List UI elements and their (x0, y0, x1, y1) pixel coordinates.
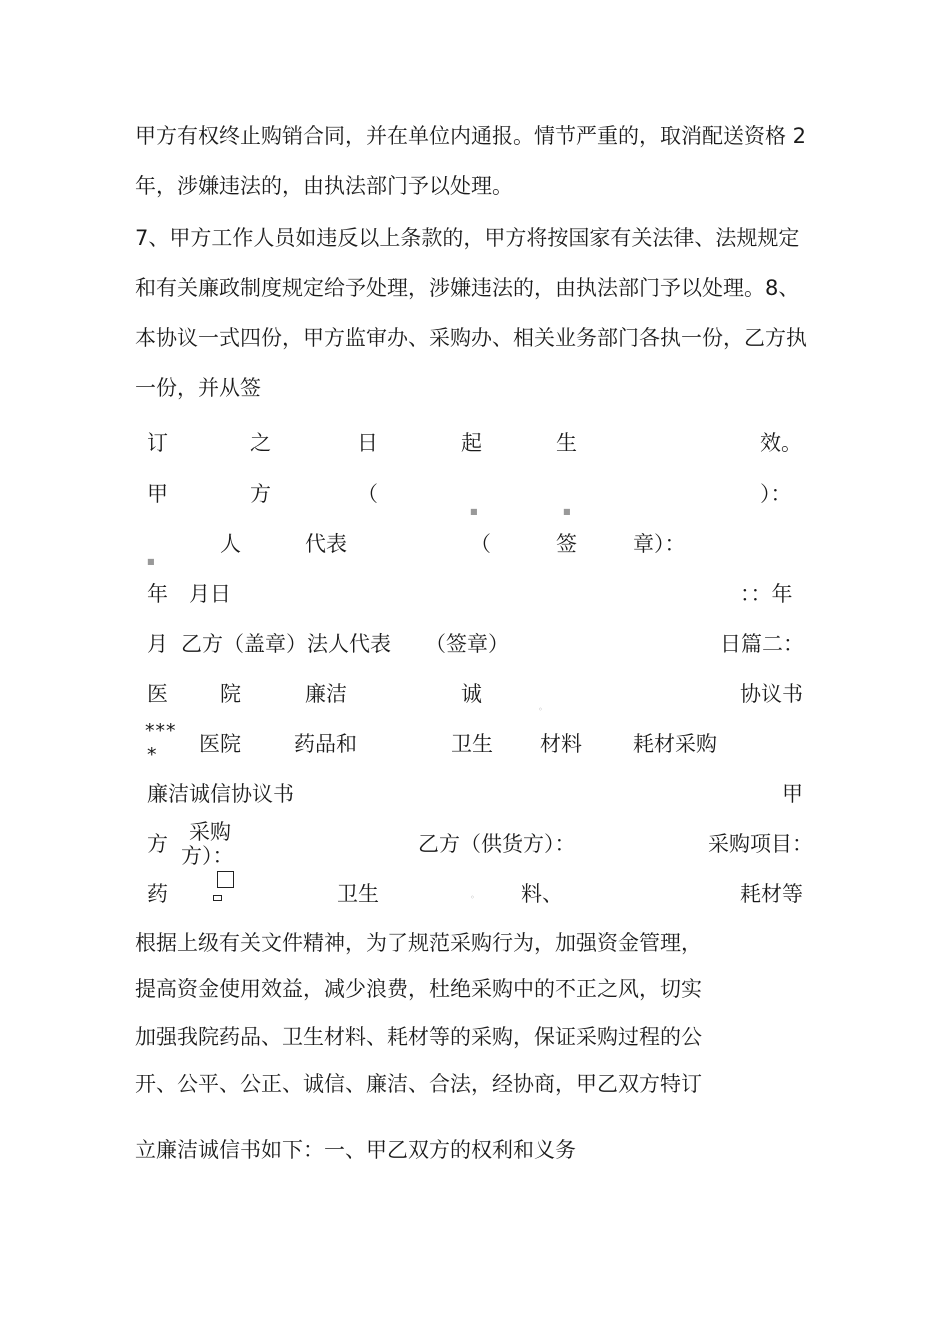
scan-artifact: ■ (470, 507, 478, 516)
intro-line: 根据上级有关文件精神，为了规范采购行为，加强资金管理， (135, 931, 702, 955)
article-label: 日篇二： (720, 632, 804, 656)
body-text-line: 甲方有权终止购销合同，并在单位内通报。情节严重的，取消配送资格 2 (135, 124, 807, 148)
scan-artifact: ■ (147, 557, 155, 566)
clause-7-line: 7、甲方工作人员如违反以上条款的，甲方将按国家有关法律、法规规定 (135, 226, 800, 250)
spread-char: 效。 (760, 431, 802, 455)
checkbox-icon (213, 895, 222, 901)
scan-artifact: ◦ (538, 705, 543, 714)
item-word: 耗材等 (740, 882, 803, 906)
stars-mark: * (147, 744, 157, 766)
signature-label: 章）： (633, 532, 686, 556)
signature-label: 签 (556, 532, 577, 556)
signature-label: （签章） (425, 632, 509, 656)
project-label: 采购项目： (708, 832, 813, 856)
stars-mark: *** (145, 720, 177, 742)
intro-line: 提高资金使用效益，减少浪费，杜绝采购中的不正之风，切实 (135, 977, 702, 1001)
bracket-open: （ (470, 532, 491, 556)
agreement-heading: 廉洁诚信协议书 (147, 782, 294, 806)
scan-artifact: ◦ (470, 893, 475, 902)
subtitle-word: 耗材采购 (633, 732, 717, 756)
title-char: 诚 (461, 682, 482, 706)
clause-7-line: 和有关廉政制度规定给予处理，涉嫌违法的，由执法部门予以处理。8、 (135, 276, 800, 300)
date-label: 年 月日 (147, 582, 231, 606)
item-word: 药 (147, 882, 168, 906)
spread-char: 订 (147, 431, 168, 455)
spread-char: 日 (357, 431, 378, 455)
party-a-label: 方 (250, 482, 271, 506)
subtitle-word: 卫生 (451, 732, 493, 756)
representative-label: 人 (220, 532, 241, 556)
subtitle-word: 医院 (199, 732, 241, 756)
title-char: 院 (220, 682, 241, 706)
spread-char: 起 (461, 431, 482, 455)
party-a-label: 甲 (147, 482, 168, 506)
spread-char: 之 (250, 431, 271, 455)
bracket-close: ）： (760, 482, 792, 506)
checkbox-icon (217, 871, 234, 888)
title-char: 医 (147, 682, 168, 706)
purchaser-label: 采购 (189, 820, 231, 844)
spread-char: 生 (556, 431, 577, 455)
intro-line: 加强我院药品、卫生材料、耗材等的采购，保证采购过程的公 (135, 1025, 702, 1049)
item-word: 料、 (521, 882, 563, 906)
item-word: 卫生 (337, 882, 379, 906)
clause-8-line: 一份，并从签 (135, 376, 261, 400)
representative-label: 代表 (305, 532, 347, 556)
title-char: 协议书 (740, 682, 803, 706)
party-b-label: 乙方（盖章）法人代表 (181, 632, 391, 656)
intro-line: 开、公平、公正、诚信、廉洁、合法，经协商，甲乙双方特订 (135, 1072, 702, 1096)
intro-line: 立廉洁诚信书如下：一、甲乙双方的权利和义务 (135, 1138, 576, 1162)
month-label: 月 (147, 632, 168, 656)
supplier-label: 乙方（供货方）： (418, 832, 576, 856)
clause-8-line: 本协议一式四份，甲方监审办、采购办、相关业务部门各执一份，乙方执 (135, 326, 807, 350)
date-label: ：：年 (740, 582, 793, 606)
bracket-open: （ (357, 482, 378, 506)
purchaser-label: 方）： (181, 844, 234, 868)
body-text-line: 年，涉嫌违法的，由执法部门予以处理。 (135, 174, 513, 198)
title-char: 廉洁 (305, 682, 347, 706)
party-char: 方 (147, 832, 168, 856)
party-a-char: 甲 (782, 782, 803, 806)
subtitle-word: 材料 (540, 732, 582, 756)
subtitle-word: 药品和 (294, 732, 357, 756)
scan-artifact: ■ (563, 507, 571, 516)
